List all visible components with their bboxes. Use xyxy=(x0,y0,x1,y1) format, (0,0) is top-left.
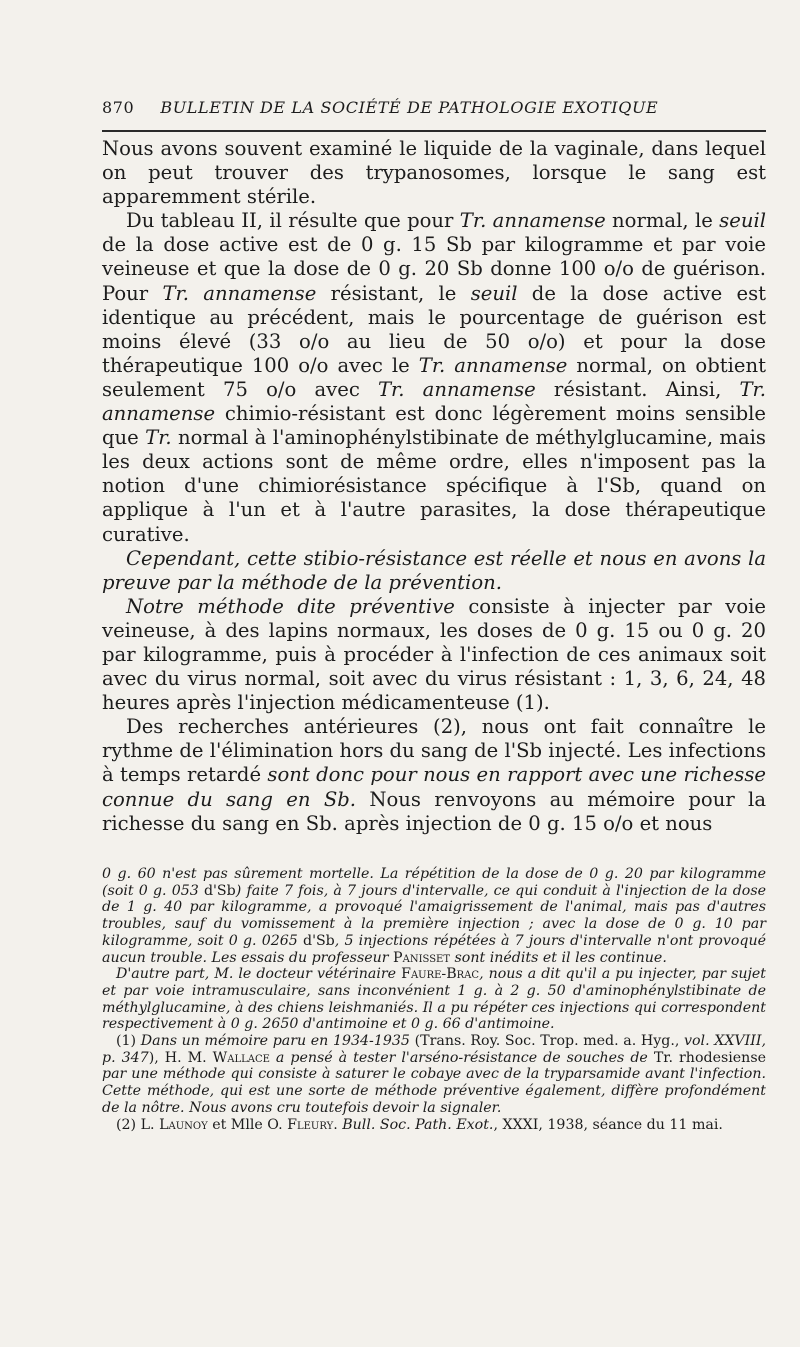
paragraph-2: Du tableau II, il résulte que pour Tr. annamense normal, le seuil de la dose active est de 0 g. 15 Sb par kilogramme et par voie veineuse et que la dose de 0 g. 20 Sb donne 100 o/o de guérison. Pour Tr. annamense résistant, le seuil de la dose active est identique au précédent, mais le pourcentage de guérison est moins élevé (33 o/o au lieu de 50 o/o) et pour la dose thérapeutique 100 o/o avec le Tr. annamense normal, on obtient seulement 75 o/o avec Tr. annamense résistant. Ainsi, Tr. annamense chimio-résistant est donc légèrement moins sensible que Tr. normal à l'aminophénylstibinate de méthylglucamine, mais les deux actions sont de même ordre, elles n'imposent pas la notion d'une chimiorésistance spécifique à l'Sb, quand on applique à l'un et à l'autre parasites, la dose thérapeutique curative. xyxy=(102,209,767,546)
main-text xyxy=(102,137,766,836)
running-title: BULLETIN DE LA SOCIÉTÉ DE PATHOLOGIE EXOTIQUE xyxy=(160,98,659,117)
page-number: 870 xyxy=(102,98,135,117)
paragraph-3: Cependant, cette stibio-résistance est réelle et nous en avons la preuve par la méthode de la prévention. xyxy=(102,546,766,594)
header-rule xyxy=(102,130,766,132)
footnote-1: (1) Dans un mémoire paru en 1934-1935 (Trans. Roy. Soc. Trop. med. a. Hyg., vol. XXVIII, p. 347), H. M. Wallace a pensé à tester l'arséno-résistance de souches de Tr. rhodesiense par une méthode qui consiste à saturer le cobaye avec de la tryparsamide avant l'infection. Cette méthode, qui est une sorte de méthode préventive également, diffère profondément de la nôtre. Nous avons cru toutefois devoir la signaler. xyxy=(102,1033,766,1116)
paragraph-4: Notre méthode dite préventive consiste à injecter par voie veineuse, à des lapins normaux, les doses de 0 g. 15 ou 0 g. 20 par kilogramme, puis à procéder à l'infection de ces animaux soit avec du virus normal, soit avec du virus résistant : 1, 3, 6, 24, 48 heures après l'injection médicamenteuse (1). xyxy=(102,594,767,715)
footnotes xyxy=(102,866,766,1133)
footnote-2: (2) L. Launoy et Mlle O. Fleury. Bull. Soc. Path. Exot., XXXI, 1938, séance du 11 mai. xyxy=(116,1116,723,1133)
running-header xyxy=(102,98,668,117)
paragraph-1: Nous avons souvent examiné le liquide de la vaginale, dans lequel on peut trouver des trypanosomes, lorsque le sang est apparemment stérile. xyxy=(102,137,766,209)
footnote-faure-brac: D'autre part, M. le docteur vétérinaire Faure-Brac, nous a dit qu'il a pu injecter, par sujet et par voie intramusculaire, sans inconvénient 1 g. à 2 g. 50 d'aminophénylstibinate de méthylglucamine, à des chiens leishmaniés. Il a pu répéter ces injections qui correspondent respectivement à 0 g. 2650 d'antimoine et 0 g. 66 d'antimoine. xyxy=(102,966,766,1033)
footnote-continued: 0 g. 60 n'est pas sûrement mortelle. La répétition de la dose de 0 g. 20 par kilogramme (soit 0 g. 053 d'Sb) faite 7 fois, à 7 jours d'intervalle, ce qui conduit à l'injection de la dose de 1 g. 40 par kilogramme, a provoqué l'amaigrissement de l'animal, mais pas d'autres troubles, sauf du vomissement à la première injection ; avec la dose de 0 g. 10 par kilogramme, soit 0 g. 0265 d'Sb, 5 injections répétées à 7 jours d'intervalle n'ont provoqué aucun trouble. Les essais du professeur Panisset sont inédits et il les continue. xyxy=(102,866,766,966)
paragraph-5: Des recherches antérieures (2), nous ont fait connaître le rythme de l'élimination hors du sang de l'Sb injecté. Les infections à temps retardé sont donc pour nous en rapport avec une richesse connue du sang en Sb. Nous renvoyons au mémoire pour la richesse du sang en Sb. après injection de 0 g. 15 o/o et nous xyxy=(102,715,766,835)
